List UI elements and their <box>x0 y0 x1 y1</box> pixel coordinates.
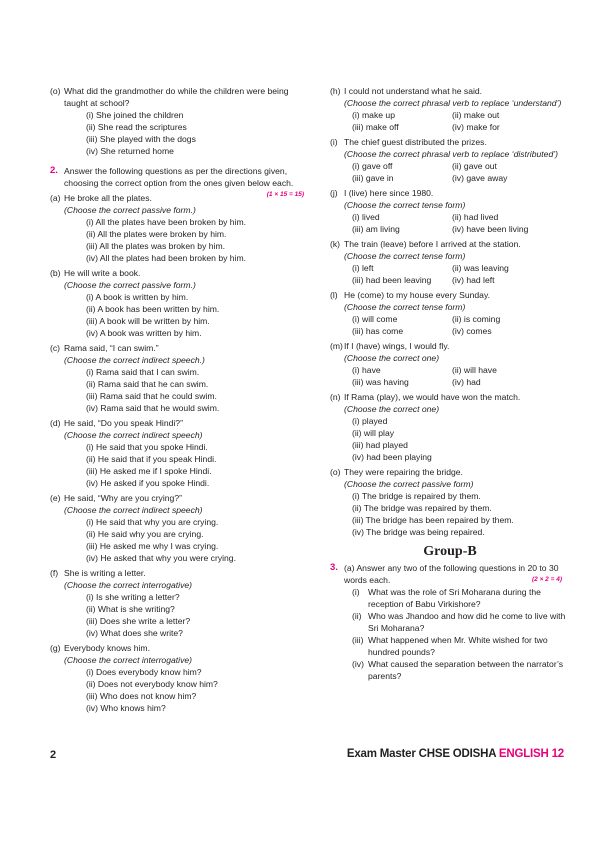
question-text: The chief guest distributed the prizes. <box>344 137 487 147</box>
option: (ii) He said that if you speak Hindi. <box>86 454 217 464</box>
option-row <box>330 376 570 388</box>
question-text: He broke all the plates. <box>64 193 152 203</box>
option-text: What caused the separation between the narrator’s parents? <box>368 659 564 681</box>
question-text: Rama said, “I can swim.” <box>64 343 159 353</box>
option-label: (i) <box>352 587 360 597</box>
instruction: (Choose the correct one) <box>344 353 440 363</box>
option: (iv) had left <box>452 275 495 285</box>
question-b <box>50 267 312 279</box>
option: (iv) gave away <box>452 173 508 183</box>
question-i <box>330 136 570 148</box>
option: (iii) make off <box>352 122 399 132</box>
question-text: If Rama (play), we would have won the match. <box>344 392 521 402</box>
option: (iii) Does she write a letter? <box>86 616 191 626</box>
right-column <box>330 82 570 682</box>
option <box>330 634 570 658</box>
option: (i) make up <box>352 110 395 120</box>
option: (iii) He asked me if I spoke Hindi. <box>86 466 212 476</box>
question-text: He (come) to my house every Sunday. <box>344 290 490 300</box>
option: (iv) All the plates had been broken by him. <box>86 253 247 263</box>
question-text: She is writing a letter. <box>64 568 146 578</box>
option-label: (ii) <box>352 611 362 621</box>
question-3 <box>330 562 570 586</box>
option: (ii) make out <box>452 110 500 120</box>
option: (iv) comes <box>452 326 492 336</box>
question-o <box>50 85 312 109</box>
page-number: 2 <box>50 749 57 761</box>
option: (ii) will play <box>352 428 395 438</box>
instruction: (Choose the correct tense form) <box>344 302 466 312</box>
question-text: If I (have) wings, I would fly. <box>344 341 450 351</box>
option: (ii) was leaving <box>452 263 509 273</box>
option: (i) played <box>352 416 388 426</box>
question-e <box>50 492 312 504</box>
question-label: (h) <box>330 86 341 96</box>
marks-badge: (2 × 2 = 4) <box>532 576 562 583</box>
question-text: Everybody knows him. <box>64 643 150 653</box>
option <box>330 658 570 682</box>
instruction: (Choose the correct indirect speech) <box>64 505 203 515</box>
option: (iii) The bridge has been repaired by them. <box>352 515 514 525</box>
option-row <box>330 223 570 235</box>
question-label: (f) <box>50 568 59 578</box>
question-label: (n) <box>330 392 341 402</box>
question-text: What did the grandmother do while the children were being taught at school? <box>64 86 289 108</box>
footer-title-main: Exam Master CHSE ODISHA <box>346 748 499 760</box>
question-l <box>330 289 570 301</box>
option: (iii) All the plates was broken by him. <box>86 241 225 251</box>
marks-badge: (1 × 15 = 15) <box>266 191 304 198</box>
question-d <box>50 417 312 429</box>
instruction: (Choose the correct interrogative) <box>64 580 193 590</box>
question-f <box>50 567 312 579</box>
option: (ii) He said why you are crying. <box>86 529 204 539</box>
section-heading: Group-B <box>423 544 477 559</box>
option <box>330 610 570 634</box>
question-label: (j) <box>330 188 338 198</box>
option: (ii) A book has been written by him. <box>86 304 220 314</box>
instruction: (Choose the correct phrasal verb to replace ‘understand’) <box>344 98 562 108</box>
option: (i) have <box>352 365 381 375</box>
option: (i) All the plates have been broken by him. <box>86 217 247 227</box>
instruction: (Choose the correct interrogative) <box>64 655 193 665</box>
option-label: (iii) <box>352 635 364 645</box>
question-o-right <box>330 466 570 478</box>
option: (i) will come <box>352 314 398 324</box>
option: (iv) He asked that why you were crying. <box>86 553 236 563</box>
option-label: (iv) <box>352 659 364 669</box>
option-row <box>330 172 570 184</box>
option: (ii) had lived <box>452 212 499 222</box>
option: (i) He said that why you are crying. <box>86 517 219 527</box>
option: (i) Is she writing a letter? <box>86 592 180 602</box>
option: (ii) gave out <box>452 161 497 171</box>
option: (iv) What does she write? <box>86 628 183 638</box>
option: (i) lived <box>352 212 380 222</box>
option: (iii) She played with the dogs <box>86 134 196 144</box>
question-text: The train (leave) before I arrived at the station. <box>344 239 521 249</box>
question-j <box>330 187 570 199</box>
question-number: 2. <box>50 165 58 176</box>
option <box>330 586 570 610</box>
option: (iv) A book was written by him. <box>86 328 202 338</box>
option: (iii) has come <box>352 326 404 336</box>
left-column <box>50 82 312 714</box>
question-label: (o) <box>50 86 61 96</box>
question-label: (a) <box>50 193 61 203</box>
question-text: Answer the following questions as per the directions given, choosing the correct option from the ones given below each. <box>64 166 294 188</box>
question-a <box>50 192 312 204</box>
option: (i) left <box>352 263 374 273</box>
option: (i) The bridge is repaired by them. <box>352 491 481 501</box>
option-row <box>330 313 570 325</box>
question-text: He said, “Why are you crying?” <box>64 493 182 503</box>
option: (iii) Rama said that he could swim. <box>86 391 217 401</box>
question-text: I could not understand what he said. <box>344 86 483 96</box>
option: (i) Rama said that I can swim. <box>86 367 200 377</box>
option: (ii) Does not everybody know him? <box>86 679 218 689</box>
option-row <box>330 121 570 133</box>
option-text: What happened when Mr. White wished for two hundred pounds? <box>368 635 548 657</box>
instruction: (Choose the correct indirect speech.) <box>64 355 205 365</box>
instruction: (Choose the correct tense form) <box>344 251 466 261</box>
option-row <box>330 274 570 286</box>
option: (iv) had been playing <box>352 452 432 462</box>
question-label: (g) <box>50 643 61 653</box>
option: (ii) What is she writing? <box>86 604 175 614</box>
option: (iv) The bridge was being repaired. <box>352 527 485 537</box>
question-label: (d) <box>50 418 61 428</box>
question-label: (o) <box>330 467 341 477</box>
option-row <box>330 262 570 274</box>
option: (ii) All the plates were broken by him. <box>86 229 227 239</box>
option: (iv) She returned home <box>86 146 174 156</box>
option-row <box>330 160 570 172</box>
instruction: (Choose the correct tense form) <box>344 200 466 210</box>
option-row <box>330 325 570 337</box>
option: (iii) had been leaving <box>352 275 432 285</box>
option: (ii) is coming <box>452 314 501 324</box>
question-label: (l) <box>330 290 338 300</box>
question-label: (e) <box>50 493 61 503</box>
option: (iii) was having <box>352 377 409 387</box>
option: (i) A book is written by him. <box>86 292 189 302</box>
question-n <box>330 391 570 403</box>
option-row <box>330 364 570 376</box>
option: (iii) had played <box>352 440 408 450</box>
question-label: (a) <box>344 563 355 573</box>
question-label: (c) <box>50 343 61 353</box>
question-text: He will write a book. <box>64 268 141 278</box>
question-label: (i) <box>330 137 338 147</box>
question-text: They were repairing the bridge. <box>344 467 463 477</box>
instruction: (Choose the correct one) <box>344 404 440 414</box>
option: (ii) The bridge was repaired by them. <box>352 503 492 513</box>
option: (iv) He asked if you spoke Hindi. <box>86 478 210 488</box>
question-m <box>330 340 570 352</box>
instruction: (Choose the correct passive form) <box>344 479 474 489</box>
option: (i) Does everybody know him? <box>86 667 202 677</box>
question-text: Answer any two of the following questions in 20 to 30 words each. <box>344 563 559 585</box>
question-text: He said, “Do you speak Hindi?” <box>64 418 183 428</box>
option-row <box>330 211 570 223</box>
footer-title-accent: ENGLISH 12 <box>498 748 564 760</box>
instruction: (Choose the correct indirect speech) <box>64 430 203 440</box>
option: (iv) make for <box>452 122 500 132</box>
option: (i) He said that you spoke Hindi. <box>86 442 208 452</box>
question-c <box>50 342 312 354</box>
option: (i) She joined the children <box>86 110 184 120</box>
question-text: I (live) here since 1980. <box>344 188 434 198</box>
option: (ii) She read the scriptures <box>86 122 187 132</box>
option-text: Who was Jhandoo and how did he come to live with Sri Moharana? <box>368 611 566 633</box>
option: (iii) A book will be written by him. <box>86 316 210 326</box>
question-label: (m) <box>330 341 343 351</box>
option-row <box>330 109 570 121</box>
question-h <box>330 85 570 97</box>
option: (ii) will have <box>452 365 497 375</box>
question-k <box>330 238 570 250</box>
question-label: (b) <box>50 268 61 278</box>
instruction: (Choose the correct phrasal verb to replace ‘distributed’) <box>344 149 558 159</box>
instruction: (Choose the correct passive form.) <box>64 280 196 290</box>
option: (iii) He asked me why I was crying. <box>86 541 219 551</box>
instruction: (Choose the correct passive form.) <box>64 205 196 215</box>
option: (iv) Who knows him? <box>86 703 166 713</box>
option: (ii) Rama said that he can swim. <box>86 379 209 389</box>
option: (iv) Rama said that he would swim. <box>86 403 220 413</box>
option-text: What was the role of Sri Moharana during the reception of Babu Virkishore? <box>368 587 541 609</box>
question-number: 3. <box>330 562 338 573</box>
footer-title <box>347 748 564 760</box>
option: (i) gave off <box>352 161 393 171</box>
option: (iii) am living <box>352 224 400 234</box>
option: (iv) had <box>452 377 481 387</box>
option: (iii) gave in <box>352 173 394 183</box>
question-g <box>50 642 312 654</box>
option: (iii) Who does not know him? <box>86 691 197 701</box>
question-label: (k) <box>330 239 341 249</box>
option: (iv) have been living <box>452 224 529 234</box>
